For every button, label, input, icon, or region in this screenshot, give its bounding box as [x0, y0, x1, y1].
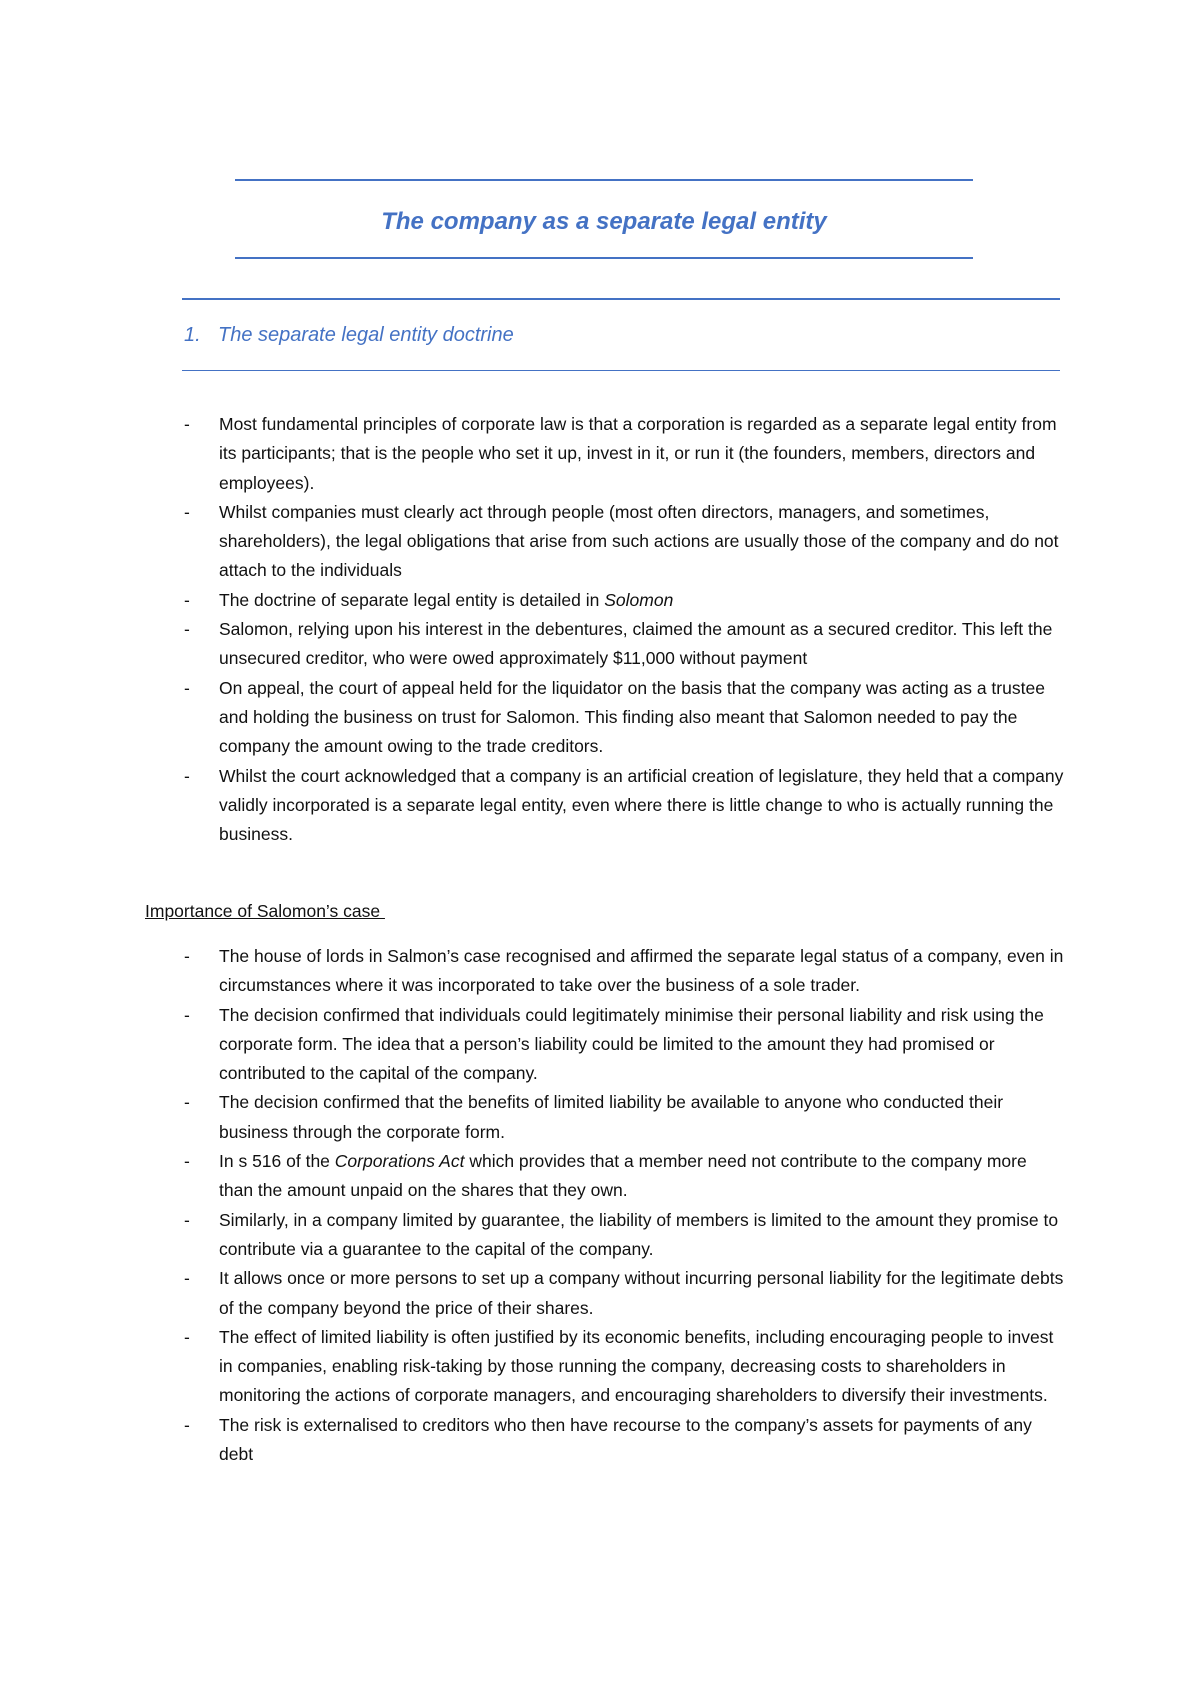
document-title: The company as a separate legal entity	[381, 208, 827, 235]
bullet-dash: -	[184, 1326, 190, 1347]
list-item	[184, 1147, 1064, 1206]
bullet-dash: -	[184, 765, 190, 786]
bullet-text: Most fundamental principles of corporate law is that a corporation is regarded as a separate legal entity from its participants; that is the people who set it up, invest in it, or run it (the founders, members, directors and employees).	[219, 414, 1057, 493]
bullet-text-continued: which provides that a member need not contribute to the company more than the amount unpaid on the shares that they own.	[219, 1151, 1027, 1201]
list-item	[184, 410, 1064, 498]
bullet-dash: -	[184, 1414, 190, 1435]
list-item	[184, 1001, 1064, 1089]
bullet-text: Similarly, in a company limited by guarantee, the liability of members is limited to the amount they promise to contribute via a guarantee to the capital of the company.	[219, 1209, 1059, 1259]
list-item	[184, 762, 1064, 850]
list-item	[184, 1411, 1064, 1470]
bullet-text: On appeal, the court of appeal held for the liquidator on the basis that the company was acting as a trustee and holding the business on trust for Salomon. This finding also meant that Salomon needed to pay the company the amount owing to the trade creditors.	[219, 677, 1045, 757]
bullet-dash: -	[184, 1209, 190, 1230]
list-item	[184, 498, 1064, 586]
bullet-dash: -	[184, 619, 190, 640]
bullet-italic-text: Solomon	[604, 589, 674, 610]
bullet-dash: -	[184, 1151, 190, 1172]
bullet-dash: -	[184, 946, 190, 966]
bullet-dash: -	[184, 589, 190, 610]
bullet-text: Whilst companies must clearly act through people (most often directors, managers, and sometimes, shareholders), the legal obligations that arise from such actions are usually those of the company and do not attach to the individuals	[219, 501, 1059, 581]
bullet-dash: -	[184, 1004, 190, 1025]
bullet-text: The risk is externalised to creditors who then have recourse to the company’s assets for payments of any debt	[219, 1414, 1032, 1465]
list-item	[184, 1088, 1064, 1147]
bullet-dash: -	[184, 1268, 190, 1289]
bullet-text: The decision confirmed that individuals could legitimately minimise their personal liability and risk using the corporate form. The idea that a person’s liability could be limited to the amount they had promised or contributed to the capital of the company.	[219, 1004, 1044, 1084]
bullet-text: It allows once or more persons to set up a company without incurring personal liability for the legitimate debts of the company beyond the price of their shares.	[219, 1268, 1064, 1318]
bullet-text: In s 516 of the	[219, 1151, 335, 1172]
importance-bullet-list	[184, 942, 1064, 1469]
title-bottom-rule	[235, 257, 973, 259]
bullet-text: The effect of limited liability is often justified by its economic benefits, including encouraging people to invest in companies, enabling risk-taking by those running the company, decreasing costs to shareholders in monitoring the actions of corporate managers, and encouraging shareholders to diversify their investments.	[219, 1326, 1054, 1406]
list-item	[184, 586, 1064, 615]
list-item	[184, 1323, 1064, 1411]
bullet-text: Whilst the court acknowledged that a company is an artificial creation of legislature, they held that a company validly incorporated is a separate legal entity, even where there is little change to who is actually running the business.	[219, 765, 1064, 845]
section-heading-top-rule	[182, 298, 1060, 300]
list-item	[184, 674, 1064, 762]
section-heading-text: The separate legal entity doctrine	[218, 324, 514, 346]
bullet-dash: -	[184, 501, 190, 522]
bullet-text: The decision confirmed that the benefits of limited liability be available to anyone who conducted their business through the corporate form.	[219, 1092, 1004, 1142]
bullet-dash: -	[184, 1092, 190, 1113]
bullet-italic-text: Corporations Act	[334, 1151, 465, 1172]
doctrine-bullet-list	[184, 410, 1064, 849]
list-item	[184, 942, 1064, 1001]
bullet-dash: -	[184, 414, 190, 434]
bullet-text: The house of lords in Salmon’s case recognised and affirmed the separate legal status of a company, even in circumstances where it was incorporated to take over the business of a sole trader.	[219, 946, 1064, 996]
section-number: 1.	[184, 324, 201, 346]
section-heading	[184, 320, 514, 350]
list-item	[184, 1206, 1064, 1265]
bullet-text: Salomon, relying upon his interest in the debentures, claimed the amount as a secured creditor. This left the unsecured creditor, who were owed approximately $11,000 without payment	[219, 619, 1053, 669]
bullet-dash: -	[184, 677, 190, 698]
subsection-heading: Importance of Salomon’s case	[145, 901, 385, 921]
section-heading-bottom-rule	[182, 370, 1060, 371]
bullet-text: The doctrine of separate legal entity is detailed in	[219, 589, 605, 610]
title-top-rule	[235, 179, 973, 181]
list-item	[184, 615, 1064, 674]
list-item	[184, 1264, 1064, 1323]
